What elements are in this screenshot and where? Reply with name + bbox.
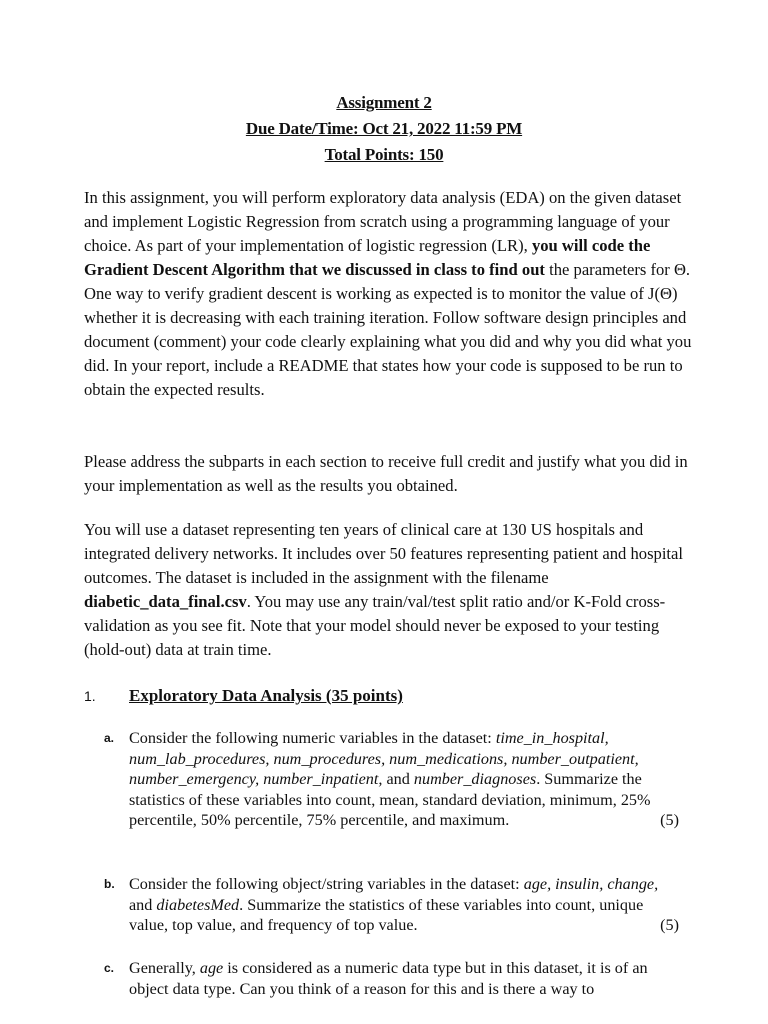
- dataset-filename: diabetic_data_final.csv: [84, 592, 247, 611]
- item-c-marker: c.: [104, 961, 115, 975]
- intro-bold-text: you will code the Gradient Descent Algorithm that we discussed in class to find out: [84, 236, 651, 279]
- dataset-text-2: . You may use any train/val/test split ratio and/or K-Fold cross-validation as you see fit. Note that your model should never be exposed to your testing (hold-out) data at train time.: [84, 592, 666, 659]
- item-b-marker: b.: [104, 877, 115, 891]
- item-a-text: Consider the following numeric variables in the dataset: time_in_hospital, num_lab_procedures, num_procedures, num_medications, number_outpatient, number_emergency, number_inpatient, and number_diagnoses. Summarize the statistics of these variables into count, mean, standard deviation, minimum, 25% percentile, 50% percentile, 75% percentile, and maximum. (5): [129, 729, 679, 829]
- intro-paragraph: [84, 186, 694, 402]
- address-paragraph: Please address the subparts in each section to receive full credit and justify what you did in your implementation as well as the results you obtained.: [84, 452, 688, 495]
- dataset-text-1: You will use a dataset representing ten years of clinical care at 130 US hospitals and integrated delivery networks. It includes over 50 features representing patient and hospital outcomes. The dataset is included in the assignment with the filename: [84, 520, 684, 587]
- assignment-title: Assignment 2: [336, 93, 432, 112]
- section-1-number: 1.: [84, 688, 96, 704]
- item-c-variable: age: [199, 959, 224, 977]
- intro-text-1: In this assignment, you will perform exploratory data analysis (EDA) on the given dataset and implement Logistic Regression from scratch using a programming language of your choice. As part of your implementation of logistic regression (LR),: [84, 188, 682, 255]
- item-b-last-variable: diabetesMed: [156, 895, 240, 914]
- due-date: Due Date/Time: Oct 21, 2022 11:59 PM: [245, 119, 523, 138]
- section-1-title: Exploratory Data Analysis (35 points): [129, 686, 403, 705]
- total-points: Total Points: 150: [324, 145, 444, 164]
- assignment-header: [0, 90, 768, 168]
- item-a-last-variable: number_diagnoses: [413, 770, 537, 788]
- item-a-variables: time_in_hospital, num_lab_procedures, num_procedures, num_medications, number_outpatient, number_emergency, number_inpatient,: [129, 729, 639, 788]
- item-b-variables: age, insulin, change,: [523, 875, 659, 893]
- intro-text-2: the parameters for Θ. One way to verify gradient descent is working as expected is to monitor the value of J(Θ) whether it is decreasing with each training iteration. Follow software design principles and document (comment) your code clearly explaining what you did and why you did what you did. In your report, include a README that states how your code is supposed to be run to obtain the expected results.: [84, 260, 692, 399]
- item-a-points: (5): [660, 811, 679, 829]
- item-b-text: Consider the following object/string variables in the dataset: age, insulin, change, and diabetesMed. Summarize the statistics of these variables into count, unique value, top value, and frequency of top value. (5): [129, 875, 679, 934]
- item-a-marker: a.: [104, 731, 115, 745]
- item-b-points: (5): [660, 916, 679, 934]
- item-c-text: Generally, age is considered as a numeric data type but in this dataset, it is of an object data type. Can you think of a reason for this and is there a way to: [129, 959, 648, 998]
- dataset-paragraph: [84, 518, 694, 662]
